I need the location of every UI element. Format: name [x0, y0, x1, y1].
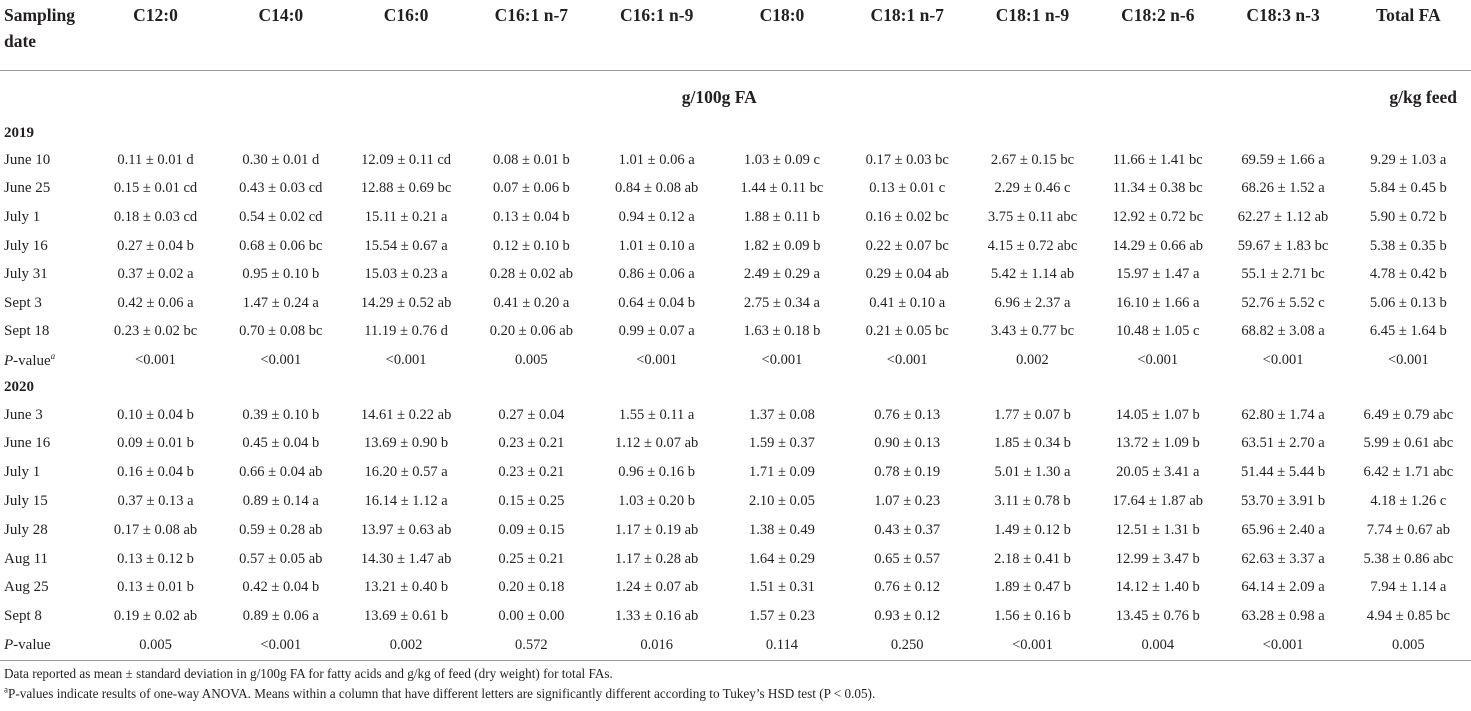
value-cell: 0.21 ± 0.05 bc — [865, 323, 949, 340]
table-row — [0, 289, 1471, 318]
value-cell: 0.43 ± 0.37 — [874, 521, 941, 538]
value-cell: 0.13 ± 0.12 b — [117, 550, 194, 567]
value-cell: 0.54 ± 0.02 cd — [239, 208, 323, 225]
value-cell: 5.06 ± 0.13 b — [1369, 294, 1447, 311]
value-cell: 1.51 ± 0.31 — [748, 579, 815, 596]
sampling-date-cell: July 1 — [4, 464, 41, 481]
column-header: C14:0 — [218, 0, 343, 71]
table-row — [0, 401, 1471, 430]
value-cell: 53.70 ± 3.91 b — [1241, 493, 1326, 510]
year-row — [0, 120, 1471, 146]
value-cell: 63.51 ± 2.70 a — [1241, 435, 1325, 452]
value-cell: 0.13 ± 0.04 b — [492, 208, 570, 225]
value-cell: 0.39 ± 0.10 b — [242, 406, 320, 423]
value-cell: 0.66 ± 0.04 ab — [239, 464, 323, 481]
value-cell: 5.38 ± 0.35 b — [1369, 237, 1447, 254]
value-cell: 1.44 ± 0.11 bc — [740, 180, 824, 197]
value-cell: 0.89 ± 0.06 a — [242, 608, 319, 625]
value-cell: 0.09 ± 0.01 b — [117, 435, 194, 452]
column-header: C18:3 n-3 — [1220, 0, 1345, 71]
year-label: 2019 — [4, 124, 34, 141]
value-cell: 4.15 ± 0.72 abc — [987, 237, 1078, 254]
column-header: C16:1 n-9 — [594, 0, 719, 71]
table-row — [0, 146, 1471, 175]
value-cell: 0.11 ± 0.01 d — [117, 151, 194, 168]
sampling-date-cell: July 15 — [4, 493, 48, 510]
pvalue-label-p: P — [4, 352, 14, 369]
value-cell: 1.63 ± 0.18 b — [743, 323, 821, 340]
pvalue-cell: <0.001 — [385, 351, 427, 368]
value-cell: 16.20 ± 0.57 a — [364, 464, 448, 481]
value-cell: 0.95 ± 0.10 b — [242, 266, 320, 283]
column-header: C18:0 — [719, 0, 844, 71]
value-cell: 0.64 ± 0.04 b — [618, 294, 696, 311]
value-cell: 0.10 ± 0.04 b — [117, 406, 194, 423]
value-cell: 7.94 ± 1.14 a — [1370, 579, 1447, 596]
value-cell: 0.84 ± 0.08 ab — [615, 180, 699, 197]
value-cell: 0.27 ± 0.04 — [498, 406, 565, 423]
sampling-date-cell: Aug 25 — [4, 579, 49, 596]
pvalue-cell: 0.572 — [469, 631, 594, 660]
value-cell: 0.78 ± 0.19 — [874, 464, 941, 481]
value-cell: 14.61 ± 0.22 ab — [360, 406, 452, 423]
footnote-pvalue — [4, 684, 875, 704]
value-cell: 0.15 ± 0.25 — [498, 493, 565, 510]
value-cell: 1.55 ± 0.11 a — [618, 406, 695, 423]
value-cell: 4.18 ± 1.26 c — [1370, 493, 1447, 510]
table-row — [0, 602, 1471, 631]
pvalue-cell: <0.001 — [1220, 631, 1345, 660]
value-cell: 1.17 ± 0.19 ab — [615, 521, 699, 538]
value-cell: 0.09 ± 0.15 — [498, 521, 565, 538]
value-cell: 0.13 ± 0.01 c — [869, 180, 946, 197]
value-cell: 62.80 ± 1.74 a — [1241, 406, 1325, 423]
sampling-date-cell: July 1 — [4, 208, 41, 225]
value-cell: 0.89 ± 0.14 a — [242, 493, 319, 510]
value-cell: 14.29 ± 0.52 ab — [360, 294, 452, 311]
value-cell: 14.12 ± 1.40 b — [1115, 579, 1200, 596]
value-cell: 6.49 ± 0.79 abc — [1363, 406, 1454, 423]
value-cell: 1.56 ± 0.16 b — [994, 608, 1071, 625]
value-cell: 65.96 ± 2.40 a — [1241, 521, 1325, 538]
value-cell: 0.20 ± 0.18 — [498, 579, 565, 596]
table-row — [0, 458, 1471, 487]
value-cell: 0.42 ± 0.04 b — [242, 579, 320, 596]
pvalue-cell: <0.001 — [761, 351, 803, 368]
value-cell: 1.88 ± 0.11 b — [743, 208, 821, 225]
value-cell: 1.01 ± 0.10 a — [618, 237, 695, 254]
pvalue-cell: <0.001 — [636, 351, 678, 368]
value-cell: 0.90 ± 0.13 — [874, 435, 941, 452]
value-cell: 0.17 ± 0.03 bc — [865, 151, 949, 168]
value-cell: 17.64 ± 1.87 ab — [1112, 493, 1204, 510]
value-cell: 68.82 ± 3.08 a — [1241, 323, 1325, 340]
value-cell: 1.03 ± 0.20 b — [618, 493, 696, 510]
value-cell: 13.45 ± 0.76 b — [1115, 608, 1200, 625]
value-cell: 1.12 ± 0.07 ab — [615, 435, 699, 452]
table-row — [0, 487, 1471, 516]
value-cell: 13.69 ± 0.61 b — [364, 608, 449, 625]
pvalue-label-suffix: -value — [13, 637, 51, 654]
pvalue-cell: 0.002 — [343, 631, 468, 660]
value-cell: 69.59 ± 1.66 a — [1241, 151, 1325, 168]
value-cell: 6.42 ± 1.71 abc — [1363, 464, 1454, 481]
pvalue-footnote-marker: a — [50, 350, 56, 361]
value-cell: 0.08 ± 0.01 b — [492, 151, 570, 168]
value-cell: 2.18 ± 0.41 b — [994, 550, 1071, 567]
value-cell: 3.75 ± 0.11 abc — [987, 208, 1078, 225]
value-cell: 0.76 ± 0.12 — [874, 579, 941, 596]
column-header: C18:1 n-7 — [845, 0, 970, 71]
value-cell: 62.63 ± 3.37 a — [1241, 550, 1325, 567]
pvalue-cell: 0.114 — [719, 631, 844, 660]
value-cell: 13.97 ± 0.63 ab — [360, 521, 452, 538]
value-cell: 0.00 ± 0.00 — [498, 608, 565, 625]
value-cell: 0.22 ± 0.07 bc — [865, 237, 949, 254]
column-header: C16:0 — [343, 0, 468, 71]
value-cell: 0.37 ± 0.13 a — [117, 493, 194, 510]
value-cell: 4.78 ± 0.42 b — [1369, 266, 1447, 283]
value-cell: 1.89 ± 0.47 b — [994, 579, 1071, 596]
value-cell: 1.17 ± 0.28 ab — [615, 550, 699, 567]
value-cell: 1.57 ± 0.23 — [748, 608, 815, 625]
table-row — [0, 318, 1471, 347]
value-cell: 0.68 ± 0.06 bc — [239, 237, 323, 254]
column-header: C16:1 n-7 — [469, 0, 594, 71]
value-cell: 11.34 ± 0.38 bc — [1112, 180, 1203, 197]
value-cell: 64.14 ± 2.09 a — [1241, 579, 1325, 596]
footnote-marker: a — [4, 684, 8, 695]
column-header-sampling-date: Sampling date — [0, 0, 93, 71]
value-cell: 0.65 ± 0.57 — [874, 550, 941, 567]
value-cell: 0.17 ± 0.08 ab — [113, 521, 198, 538]
table-row — [0, 232, 1471, 261]
pvalue-cell: 0.005 — [93, 631, 218, 660]
value-cell: 4.94 ± 0.85 bc — [1366, 608, 1450, 625]
sampling-date-cell: June 16 — [4, 435, 51, 452]
value-cell: 2.10 ± 0.05 — [748, 493, 815, 510]
value-cell: 1.01 ± 0.06 a — [618, 151, 695, 168]
value-cell: 0.19 ± 0.02 ab — [113, 608, 198, 625]
value-cell: 1.82 ± 0.09 b — [743, 237, 821, 254]
value-cell: 6.45 ± 1.64 b — [1369, 323, 1447, 340]
value-cell: 68.26 ± 1.52 a — [1241, 180, 1325, 197]
value-cell: 1.47 ± 0.24 a — [242, 294, 319, 311]
sampling-date-cell: June 10 — [4, 151, 51, 168]
pvalue-cell: 0.016 — [594, 631, 719, 660]
value-cell: 7.74 ± 0.67 ab — [1366, 521, 1450, 538]
value-cell: 0.57 ± 0.05 ab — [239, 550, 323, 567]
value-cell: 0.23 ± 0.02 bc — [113, 323, 198, 340]
pvalue-cell: <0.001 — [1137, 351, 1179, 368]
value-cell: 0.28 ± 0.02 ab — [489, 266, 573, 283]
value-cell: 0.07 ± 0.06 b — [492, 180, 570, 197]
value-cell: 3.11 ± 0.78 b — [994, 493, 1071, 510]
value-cell: 12.51 ± 1.31 b — [1115, 521, 1200, 538]
unit-row — [0, 71, 1471, 121]
value-cell: 0.25 ± 0.21 — [498, 550, 565, 567]
value-cell: 0.41 ± 0.20 a — [493, 294, 570, 311]
value-cell: 16.14 ± 1.12 a — [364, 493, 448, 510]
header-row — [0, 0, 1471, 71]
table-row — [0, 175, 1471, 204]
value-cell: 0.45 ± 0.04 b — [242, 435, 320, 452]
column-header: C12:0 — [93, 0, 218, 71]
value-cell: 0.96 ± 0.16 b — [618, 464, 696, 481]
value-cell: 1.71 ± 0.09 — [748, 464, 815, 481]
value-cell: 0.30 ± 0.01 d — [242, 151, 320, 168]
table-row — [0, 574, 1471, 603]
value-cell: 13.69 ± 0.90 b — [364, 435, 449, 452]
sampling-date-cell: June 3 — [4, 406, 43, 423]
value-cell: 14.29 ± 0.66 ab — [1112, 237, 1204, 254]
value-cell: 2.67 ± 0.15 bc — [990, 151, 1075, 168]
table-footnotes — [4, 664, 875, 704]
pvalue-cell: <0.001 — [260, 351, 302, 368]
value-cell: 0.23 ± 0.21 — [498, 435, 565, 452]
sampling-date-cell: July 31 — [4, 266, 48, 283]
value-cell: 12.09 ± 0.11 cd — [361, 151, 452, 168]
value-cell: 1.59 ± 0.37 — [748, 435, 815, 452]
table-row — [0, 260, 1471, 289]
value-cell: 52.76 ± 5.52 c — [1241, 294, 1325, 311]
value-cell: 0.41 ± 0.10 a — [869, 294, 946, 311]
value-cell: 12.92 ± 0.72 bc — [1112, 208, 1204, 225]
value-cell: 11.19 ± 0.76 d — [364, 323, 448, 340]
sampling-date-cell: July 16 — [4, 237, 48, 254]
value-cell: 0.18 ± 0.03 cd — [113, 208, 198, 225]
pvalue-cell: <0.001 — [970, 631, 1095, 660]
value-cell: 0.27 ± 0.04 b — [117, 237, 194, 254]
value-cell: 0.15 ± 0.01 cd — [113, 180, 198, 197]
value-cell: 11.66 ± 1.41 bc — [1112, 151, 1203, 168]
value-cell: 62.27 ± 1.12 ab — [1237, 208, 1329, 225]
year-label: 2020 — [4, 379, 34, 396]
value-cell: 63.28 ± 0.98 a — [1241, 608, 1325, 625]
year-row — [0, 375, 1471, 401]
pvalue-cell: <0.001 — [218, 631, 343, 660]
pvalue-label-suffix: -value — [13, 352, 51, 369]
value-cell: 0.37 ± 0.02 a — [117, 266, 194, 283]
value-cell: 13.21 ± 0.40 b — [364, 579, 449, 596]
sampling-date-cell: Aug 11 — [4, 550, 49, 567]
value-cell: 5.90 ± 0.72 b — [1369, 208, 1447, 225]
value-cell: 10.48 ± 1.05 c — [1116, 323, 1200, 340]
value-cell: 0.43 ± 0.03 cd — [239, 180, 323, 197]
pvalue-cell: <0.001 — [886, 351, 928, 368]
footnote-data-description: Data reported as mean ± standard deviation in g/100g FA for fatty acids and g/kg of feed (dry weight) for total FAs. — [4, 666, 613, 681]
value-cell: 1.38 ± 0.49 — [748, 521, 815, 538]
value-cell: 0.94 ± 0.12 a — [618, 208, 695, 225]
column-header: C18:2 n-6 — [1095, 0, 1220, 71]
pvalue-cell: 0.250 — [845, 631, 970, 660]
value-cell: 0.13 ± 0.01 b — [117, 579, 194, 596]
value-cell: 5.99 ± 0.61 abc — [1363, 435, 1454, 452]
value-cell: 1.03 ± 0.09 c — [743, 151, 820, 168]
value-cell: 15.03 ± 0.23 a — [364, 266, 448, 283]
sampling-date-cell: July 28 — [4, 521, 48, 538]
value-cell: 2.75 ± 0.34 a — [743, 294, 820, 311]
value-cell: 1.49 ± 0.12 b — [994, 521, 1071, 538]
value-cell: 51.44 ± 5.44 b — [1241, 464, 1326, 481]
value-cell: 0.16 ± 0.02 bc — [865, 208, 949, 225]
pvalue-row — [0, 631, 1471, 660]
pvalue-cell: <0.001 — [1262, 351, 1304, 368]
value-cell: 6.96 ± 2.37 a — [994, 294, 1071, 311]
pvalue-cell: 0.005 — [515, 351, 548, 368]
value-cell: 14.30 ± 1.47 ab — [360, 550, 452, 567]
unit-fa-label: g/100g FA — [681, 86, 757, 107]
value-cell: 0.12 ± 0.10 b — [492, 237, 570, 254]
value-cell: 1.77 ± 0.07 b — [994, 406, 1071, 423]
pvalue-cell: <0.001 — [135, 351, 176, 368]
value-cell: 0.42 ± 0.06 a — [117, 294, 194, 311]
value-cell: 1.85 ± 0.34 b — [994, 435, 1071, 452]
value-cell: 59.67 ± 1.83 bc — [1237, 237, 1329, 254]
value-cell: 5.84 ± 0.45 b — [1369, 180, 1447, 197]
value-cell: 5.01 ± 1.30 a — [994, 464, 1071, 481]
value-cell: 0.70 ± 0.08 bc — [239, 323, 323, 340]
pvalue-cell: 0.002 — [1016, 351, 1049, 368]
pvalue-cell: <0.001 — [1387, 351, 1429, 368]
value-cell: 0.23 ± 0.21 — [498, 464, 565, 481]
value-cell: 1.33 ± 0.16 ab — [615, 608, 699, 625]
value-cell: 1.24 ± 0.07 ab — [615, 579, 699, 596]
value-cell: 15.11 ± 0.21 a — [364, 208, 448, 225]
sampling-date-cell: Sept 18 — [4, 323, 50, 340]
table-row — [0, 430, 1471, 459]
value-cell: 16.10 ± 1.66 a — [1116, 294, 1200, 311]
value-cell: 12.99 ± 3.47 b — [1115, 550, 1200, 567]
value-cell: 1.64 ± 0.29 — [748, 550, 815, 567]
sampling-date-cell: Sept 3 — [4, 294, 42, 311]
table-row — [0, 516, 1471, 545]
value-cell: 12.88 ± 0.69 bc — [360, 180, 452, 197]
unit-total-label: g/kg feed — [1389, 86, 1457, 107]
table-row — [0, 203, 1471, 232]
value-cell: 15.97 ± 1.47 a — [1116, 266, 1200, 283]
sampling-date-cell: Sept 8 — [4, 608, 42, 625]
value-cell: 14.05 ± 1.07 b — [1115, 406, 1200, 423]
value-cell: 13.72 ± 1.09 b — [1115, 435, 1200, 452]
value-cell: 0.29 ± 0.04 ab — [865, 266, 949, 283]
value-cell: 55.1 ± 2.71 bc — [1241, 266, 1325, 283]
value-cell: 20.05 ± 3.41 a — [1116, 464, 1200, 481]
value-cell: 1.37 ± 0.08 — [748, 406, 815, 423]
value-cell: 0.99 ± 0.07 a — [618, 323, 695, 340]
column-header: Total FA — [1346, 0, 1471, 71]
sampling-date-cell: June 25 — [4, 180, 51, 197]
value-cell: 0.20 ± 0.06 ab — [489, 323, 573, 340]
pvalue-label — [0, 346, 93, 375]
value-cell: 0.59 ± 0.28 ab — [239, 521, 323, 538]
value-cell: 0.86 ± 0.06 a — [618, 266, 695, 283]
footnote-pvalue-text: P-values indicate results of one-way ANOVA. Means within a column that have different letters are significantly different according to Tukey’s HSD test (P < 0.05). — [8, 686, 876, 701]
value-cell: 3.43 ± 0.77 bc — [990, 323, 1075, 340]
pvalue-label — [0, 631, 93, 660]
value-cell: 5.42 ± 1.14 ab — [990, 266, 1075, 283]
value-cell: 0.93 ± 0.12 — [874, 608, 941, 625]
value-cell: 5.38 ± 0.86 abc — [1363, 550, 1454, 567]
table-row — [0, 545, 1471, 574]
value-cell: 1.07 ± 0.23 — [874, 493, 941, 510]
pvalue-cell: 0.005 — [1346, 631, 1471, 660]
value-cell: 0.16 ± 0.04 b — [117, 464, 194, 481]
value-cell: 9.29 ± 1.03 a — [1370, 151, 1447, 168]
value-cell: 0.76 ± 0.13 — [874, 406, 941, 423]
value-cell: 2.49 ± 0.29 a — [743, 266, 820, 283]
column-header: C18:1 n-9 — [970, 0, 1095, 71]
pvalue-row — [0, 346, 1471, 375]
pvalue-cell: 0.004 — [1095, 631, 1220, 660]
value-cell: 15.54 ± 0.67 a — [364, 237, 448, 254]
table-body — [0, 71, 1471, 661]
value-cell: 2.29 ± 0.46 c — [994, 180, 1071, 197]
pvalue-label-p: P — [4, 637, 14, 654]
